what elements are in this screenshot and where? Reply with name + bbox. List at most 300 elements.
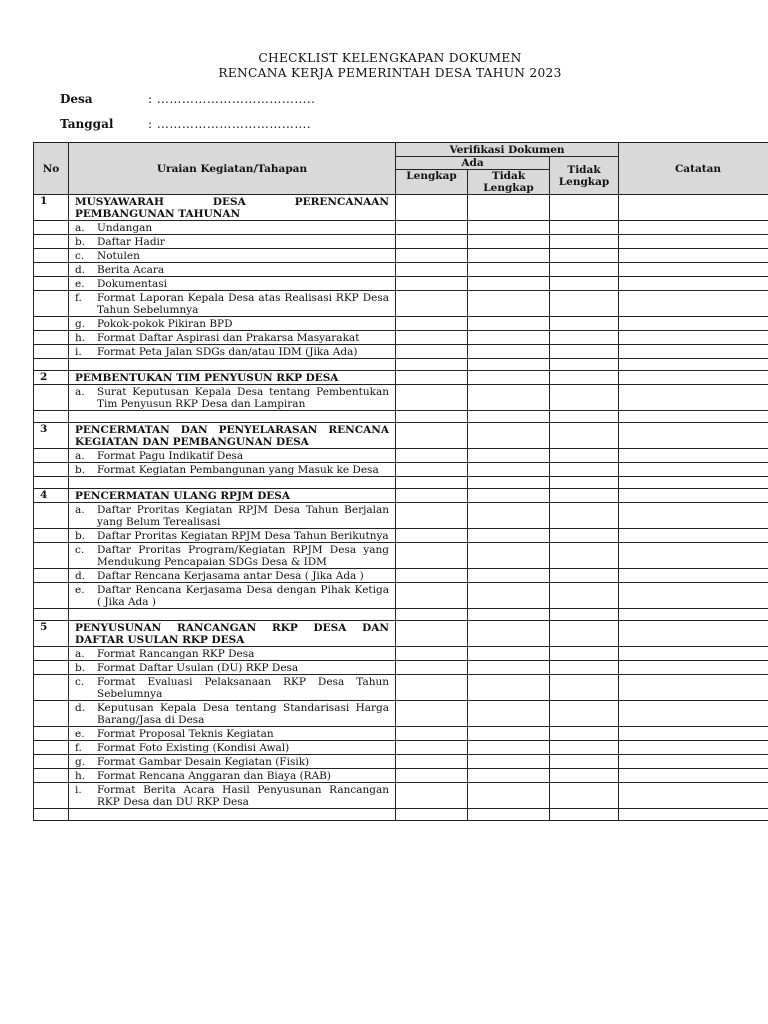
- item-lengkap-cell[interactable]: [396, 235, 468, 249]
- item-row: [34, 675, 768, 701]
- item-tidak-lengkap-col-cell[interactable]: [550, 661, 619, 675]
- item-text: Format Gambar Desain Kegiatan (Fisik): [97, 756, 310, 768]
- item-tidak-lengkap-col-cell[interactable]: [550, 277, 619, 291]
- item-no-cell: [34, 317, 69, 331]
- item-tidak-lengkap-col-cell[interactable]: [550, 647, 619, 661]
- item-catatan-cell[interactable]: [619, 543, 768, 569]
- spacer-catatan-cell[interactable]: [619, 477, 768, 489]
- tanggal-value[interactable]: : ……………………………….: [148, 117, 312, 131]
- item-no-cell: [34, 331, 69, 345]
- item-tidak-lengkap-cell[interactable]: [468, 291, 550, 317]
- item-tidak-lengkap-cell[interactable]: [468, 331, 550, 345]
- spacer-tidak-lengkap-col-cell[interactable]: [550, 809, 619, 821]
- item-catatan-cell[interactable]: [619, 345, 768, 359]
- item-letter: i.: [75, 784, 82, 796]
- item-tidak-lengkap-cell[interactable]: [468, 675, 550, 701]
- item-row: [34, 235, 768, 249]
- desa-field: [60, 92, 316, 106]
- item-tidak-lengkap-col-cell[interactable]: [550, 769, 619, 783]
- spacer-description-cell: [69, 359, 396, 371]
- item-row: [34, 331, 768, 345]
- section-tidak-lengkap-cell[interactable]: [468, 423, 550, 449]
- item-tidak-lengkap-col-cell[interactable]: [550, 345, 619, 359]
- spacer-no-cell: [34, 477, 69, 489]
- item-description: [69, 503, 396, 529]
- item-tidak-lengkap-cell[interactable]: [468, 345, 550, 359]
- item-no-cell: [34, 701, 69, 727]
- item-text: Format Proposal Teknis Kegiatan: [97, 728, 274, 740]
- item-description: [69, 769, 396, 783]
- item-description: [69, 741, 396, 755]
- item-row: [34, 661, 768, 675]
- item-row: [34, 345, 768, 359]
- item-row: [34, 529, 768, 543]
- spacer-description-cell: [69, 411, 396, 423]
- item-text: Daftar Proritas Kegiatan RPJM Desa Tahun Berjalan yang Belum Terealisasi: [97, 504, 389, 528]
- item-tidak-lengkap-col-cell[interactable]: [550, 263, 619, 277]
- item-row: [34, 317, 768, 331]
- section-catatan-cell[interactable]: [619, 423, 768, 449]
- item-lengkap-cell[interactable]: [396, 263, 468, 277]
- item-description: [69, 291, 396, 317]
- header-uraian: Uraian Kegiatan/Tahapan: [69, 143, 396, 195]
- item-catatan-cell[interactable]: [619, 503, 768, 529]
- spacer-description-cell: [69, 809, 396, 821]
- item-no-cell: [34, 647, 69, 661]
- item-text: Keputusan Kepala Desa tentang Standarisasi Harga Barang/Jasa di Desa: [97, 702, 389, 726]
- item-lengkap-cell[interactable]: [396, 277, 468, 291]
- checklist-table: [33, 142, 768, 821]
- item-lengkap-cell[interactable]: [396, 783, 468, 809]
- spacer-no-cell: [34, 411, 69, 423]
- item-lengkap-cell[interactable]: [396, 503, 468, 529]
- item-tidak-lengkap-cell[interactable]: [468, 235, 550, 249]
- item-letter: f.: [75, 292, 82, 304]
- spacer-row: [34, 477, 768, 489]
- item-no-cell: [34, 783, 69, 809]
- spacer-tidak-lengkap-col-cell[interactable]: [550, 609, 619, 621]
- item-description: [69, 331, 396, 345]
- item-row: [34, 701, 768, 727]
- item-catatan-cell[interactable]: [619, 675, 768, 701]
- item-description: [69, 385, 396, 411]
- item-no-cell: [34, 769, 69, 783]
- item-catatan-cell[interactable]: [619, 701, 768, 727]
- section-tidak-lengkap-cell[interactable]: [468, 489, 550, 503]
- item-tidak-lengkap-col-cell[interactable]: [550, 569, 619, 583]
- spacer-catatan-cell[interactable]: [619, 359, 768, 371]
- item-tidak-lengkap-cell[interactable]: [468, 661, 550, 675]
- item-lengkap-cell[interactable]: [396, 449, 468, 463]
- item-letter: a.: [75, 386, 85, 398]
- section-title: PENCERMATAN DAN PENYELARASAN RENCANA KEGIATAN DAN PEMBANGUNAN DESA: [69, 423, 396, 449]
- spacer-tidak-lengkap-col-cell[interactable]: [550, 411, 619, 423]
- section-lengkap-cell[interactable]: [396, 371, 468, 385]
- spacer-row: [34, 411, 768, 423]
- desa-value[interactable]: : ………………………………..: [148, 92, 316, 106]
- item-lengkap-cell[interactable]: [396, 345, 468, 359]
- item-tidak-lengkap-cell[interactable]: [468, 727, 550, 741]
- item-no-cell: [34, 661, 69, 675]
- item-lengkap-cell[interactable]: [396, 463, 468, 477]
- item-row: [34, 583, 768, 609]
- item-tidak-lengkap-cell[interactable]: [468, 529, 550, 543]
- section-catatan-cell[interactable]: [619, 489, 768, 503]
- spacer-description-cell: [69, 609, 396, 621]
- section-lengkap-cell[interactable]: [396, 489, 468, 503]
- item-row: [34, 503, 768, 529]
- item-lengkap-cell[interactable]: [396, 661, 468, 675]
- item-tidak-lengkap-cell[interactable]: [468, 741, 550, 755]
- item-lengkap-cell[interactable]: [396, 385, 468, 411]
- item-catatan-cell[interactable]: [619, 331, 768, 345]
- item-no-cell: [34, 675, 69, 701]
- section-tidak-lengkap-col-cell[interactable]: [550, 371, 619, 385]
- section-row: [34, 489, 768, 503]
- item-row: [34, 291, 768, 317]
- item-text: Daftar Proritas Program/Kegiatan RPJM Desa yang Mendukung Pencapaian SDGs Desa & IDM: [97, 544, 389, 568]
- item-text: Format Berita Acara Hasil Penyusunan Rancangan RKP Desa dan DU RKP Desa: [97, 784, 389, 808]
- item-row: [34, 569, 768, 583]
- spacer-catatan-cell[interactable]: [619, 809, 768, 821]
- item-tidak-lengkap-col-cell[interactable]: [550, 291, 619, 317]
- item-lengkap-cell[interactable]: [396, 249, 468, 263]
- item-text: Format Daftar Usulan (DU) RKP Desa: [97, 662, 299, 674]
- item-description: [69, 727, 396, 741]
- spacer-row: [34, 809, 768, 821]
- item-description: [69, 277, 396, 291]
- item-tidak-lengkap-cell[interactable]: [468, 701, 550, 727]
- item-no-cell: [34, 503, 69, 529]
- item-catatan-cell[interactable]: [619, 277, 768, 291]
- section-row: [34, 195, 768, 221]
- item-no-cell: [34, 385, 69, 411]
- section-tidak-lengkap-col-cell[interactable]: [550, 621, 619, 647]
- item-no-cell: [34, 583, 69, 609]
- item-row: [34, 755, 768, 769]
- item-letter: f.: [75, 742, 82, 754]
- item-catatan-cell[interactable]: [619, 291, 768, 317]
- item-lengkap-cell[interactable]: [396, 221, 468, 235]
- spacer-tidak-lengkap-cell[interactable]: [468, 477, 550, 489]
- section-title: PEMBENTUKAN TIM PENYUSUN RKP DESA: [69, 371, 396, 385]
- item-tidak-lengkap-cell[interactable]: [468, 249, 550, 263]
- item-description: [69, 583, 396, 609]
- item-tidak-lengkap-col-cell[interactable]: [550, 463, 619, 477]
- item-tidak-lengkap-cell[interactable]: [468, 503, 550, 529]
- item-text: Daftar Rencana Kerjasama antar Desa ( Jika Ada ): [97, 570, 364, 582]
- item-row: [34, 769, 768, 783]
- item-lengkap-cell[interactable]: [396, 727, 468, 741]
- item-letter: e.: [75, 584, 85, 596]
- section-tidak-lengkap-cell[interactable]: [468, 195, 550, 221]
- spacer-tidak-lengkap-col-cell[interactable]: [550, 477, 619, 489]
- item-no-cell: [34, 529, 69, 543]
- section-title: PENCERMATAN ULANG RPJM DESA: [69, 489, 396, 503]
- item-letter: a.: [75, 222, 85, 234]
- section-title: MUSYAWARAH DESA PERENCANAAN PEMBANGUNAN TAHUNAN: [69, 195, 396, 221]
- section-title: PENYUSUNAN RANCANGAN RKP DESA DAN DAFTAR USULAN RKP DESA: [69, 621, 396, 647]
- spacer-no-cell: [34, 609, 69, 621]
- item-row: [34, 463, 768, 477]
- item-tidak-lengkap-col-cell[interactable]: [550, 583, 619, 609]
- item-tidak-lengkap-cell[interactable]: [468, 277, 550, 291]
- header-ada: Ada: [396, 157, 550, 170]
- section-number: 4: [34, 489, 69, 503]
- item-tidak-lengkap-col-cell[interactable]: [550, 529, 619, 543]
- item-lengkap-cell[interactable]: [396, 741, 468, 755]
- item-text: Berita Acara: [97, 264, 165, 276]
- desa-label: Desa: [60, 92, 93, 106]
- section-catatan-cell[interactable]: [619, 371, 768, 385]
- item-row: [34, 741, 768, 755]
- item-catatan-cell[interactable]: [619, 661, 768, 675]
- item-catatan-cell[interactable]: [619, 249, 768, 263]
- section-lengkap-cell[interactable]: [396, 621, 468, 647]
- item-no-cell: [34, 263, 69, 277]
- item-tidak-lengkap-cell[interactable]: [468, 317, 550, 331]
- item-row: [34, 543, 768, 569]
- section-lengkap-cell[interactable]: [396, 423, 468, 449]
- item-letter: i.: [75, 346, 82, 358]
- spacer-description-cell: [69, 477, 396, 489]
- document-title-line1: CHECKLIST KELENGKAPAN DOKUMEN: [258, 51, 522, 65]
- item-no-cell: [34, 345, 69, 359]
- item-tidak-lengkap-cell[interactable]: [468, 543, 550, 569]
- item-text: Format Kegiatan Pembangunan yang Masuk ke Desa: [97, 464, 379, 476]
- item-text: Format Daftar Aspirasi dan Prakarsa Masyarakat: [97, 332, 360, 344]
- spacer-lengkap-cell[interactable]: [396, 359, 468, 371]
- item-lengkap-cell[interactable]: [396, 543, 468, 569]
- item-catatan-cell[interactable]: [619, 385, 768, 411]
- item-letter: d.: [75, 570, 86, 582]
- item-letter: d.: [75, 264, 86, 276]
- item-lengkap-cell[interactable]: [396, 583, 468, 609]
- item-tidak-lengkap-cell[interactable]: [468, 263, 550, 277]
- item-tidak-lengkap-col-cell[interactable]: [550, 221, 619, 235]
- item-letter: e.: [75, 728, 85, 740]
- item-letter: c.: [75, 676, 85, 688]
- item-tidak-lengkap-col-cell[interactable]: [550, 675, 619, 701]
- item-text: Format Rencana Anggaran dan Biaya (RAB): [97, 770, 331, 782]
- spacer-lengkap-cell[interactable]: [396, 477, 468, 489]
- section-tidak-lengkap-col-cell[interactable]: [550, 195, 619, 221]
- item-row: [34, 249, 768, 263]
- header-verifikasi: Verifikasi Dokumen: [396, 143, 619, 157]
- header-lengkap: Lengkap: [396, 170, 468, 195]
- item-text: Daftar Rencana Kerjasama Desa dengan Pihak Ketiga ( Jika Ada ): [97, 584, 389, 608]
- item-row: [34, 783, 768, 809]
- item-tidak-lengkap-col-cell[interactable]: [550, 385, 619, 411]
- item-catatan-cell[interactable]: [619, 529, 768, 543]
- item-letter: b.: [75, 236, 86, 248]
- item-description: [69, 569, 396, 583]
- section-row: [34, 621, 768, 647]
- section-tidak-lengkap-cell[interactable]: [468, 621, 550, 647]
- spacer-tidak-lengkap-cell[interactable]: [468, 609, 550, 621]
- section-number: 2: [34, 371, 69, 385]
- item-catatan-cell[interactable]: [619, 741, 768, 755]
- section-number: 5: [34, 621, 69, 647]
- item-catatan-cell[interactable]: [619, 235, 768, 249]
- item-tidak-lengkap-col-cell[interactable]: [550, 727, 619, 741]
- item-tidak-lengkap-col-cell[interactable]: [550, 701, 619, 727]
- section-tidak-lengkap-col-cell[interactable]: [550, 489, 619, 503]
- item-description: [69, 221, 396, 235]
- item-letter: c.: [75, 250, 85, 262]
- item-description: [69, 701, 396, 727]
- spacer-no-cell: [34, 359, 69, 371]
- item-catatan-cell[interactable]: [619, 755, 768, 769]
- item-description: [69, 449, 396, 463]
- item-tidak-lengkap-cell[interactable]: [468, 583, 550, 609]
- spacer-tidak-lengkap-cell[interactable]: [468, 359, 550, 371]
- item-description: [69, 345, 396, 359]
- item-description: [69, 263, 396, 277]
- item-lengkap-cell[interactable]: [396, 331, 468, 345]
- item-letter: a.: [75, 648, 85, 660]
- section-lengkap-cell[interactable]: [396, 195, 468, 221]
- item-tidak-lengkap-cell[interactable]: [468, 647, 550, 661]
- item-tidak-lengkap-cell[interactable]: [468, 463, 550, 477]
- item-tidak-lengkap-col-cell[interactable]: [550, 449, 619, 463]
- item-letter: c.: [75, 544, 85, 556]
- spacer-catatan-cell[interactable]: [619, 411, 768, 423]
- item-tidak-lengkap-cell[interactable]: [468, 449, 550, 463]
- item-letter: b.: [75, 464, 86, 476]
- spacer-row: [34, 609, 768, 621]
- item-lengkap-cell[interactable]: [396, 291, 468, 317]
- header-tidak-lengkap: Tidak Lengkap: [468, 170, 550, 195]
- item-row: [34, 449, 768, 463]
- item-lengkap-cell[interactable]: [396, 569, 468, 583]
- item-text: Notulen: [97, 250, 140, 262]
- item-tidak-lengkap-col-cell[interactable]: [550, 331, 619, 345]
- item-catatan-cell[interactable]: [619, 221, 768, 235]
- spacer-catatan-cell[interactable]: [619, 609, 768, 621]
- item-catatan-cell[interactable]: [619, 583, 768, 609]
- spacer-tidak-lengkap-cell[interactable]: [468, 411, 550, 423]
- section-tidak-lengkap-cell[interactable]: [468, 371, 550, 385]
- item-text: Format Foto Existing (Kondisi Awal): [97, 742, 290, 754]
- item-tidak-lengkap-col-cell[interactable]: [550, 317, 619, 331]
- item-tidak-lengkap-cell[interactable]: [468, 755, 550, 769]
- header-tidak-lengkap-col: Tidak Lengkap: [550, 157, 619, 195]
- item-description: [69, 661, 396, 675]
- item-lengkap-cell[interactable]: [396, 647, 468, 661]
- item-tidak-lengkap-col-cell[interactable]: [550, 543, 619, 569]
- item-row: [34, 647, 768, 661]
- item-tidak-lengkap-col-cell[interactable]: [550, 235, 619, 249]
- item-description: [69, 235, 396, 249]
- section-row: [34, 423, 768, 449]
- item-tidak-lengkap-col-cell[interactable]: [550, 783, 619, 809]
- item-tidak-lengkap-col-cell[interactable]: [550, 249, 619, 263]
- spacer-tidak-lengkap-cell[interactable]: [468, 809, 550, 821]
- item-catatan-cell[interactable]: [619, 463, 768, 477]
- item-tidak-lengkap-col-cell[interactable]: [550, 741, 619, 755]
- item-catatan-cell[interactable]: [619, 449, 768, 463]
- item-description: [69, 647, 396, 661]
- header-catatan: Catatan: [619, 143, 768, 195]
- item-catatan-cell[interactable]: [619, 769, 768, 783]
- section-tidak-lengkap-col-cell[interactable]: [550, 423, 619, 449]
- item-description: [69, 543, 396, 569]
- spacer-lengkap-cell[interactable]: [396, 809, 468, 821]
- item-catatan-cell[interactable]: [619, 783, 768, 809]
- item-description: [69, 317, 396, 331]
- item-lengkap-cell[interactable]: [396, 701, 468, 727]
- spacer-lengkap-cell[interactable]: [396, 609, 468, 621]
- section-catatan-cell[interactable]: [619, 621, 768, 647]
- item-no-cell: [34, 727, 69, 741]
- item-no-cell: [34, 291, 69, 317]
- item-description: [69, 463, 396, 477]
- spacer-tidak-lengkap-col-cell[interactable]: [550, 359, 619, 371]
- item-catatan-cell[interactable]: [619, 727, 768, 741]
- item-catatan-cell[interactable]: [619, 569, 768, 583]
- item-letter: e.: [75, 278, 85, 290]
- header-no: No: [34, 143, 69, 195]
- item-lengkap-cell[interactable]: [396, 755, 468, 769]
- item-no-cell: [34, 755, 69, 769]
- item-text: Format Evaluasi Pelaksanaan RKP Desa Tahun Sebelumnya: [97, 676, 389, 700]
- item-tidak-lengkap-cell[interactable]: [468, 569, 550, 583]
- item-description: [69, 675, 396, 701]
- item-text: Format Peta Jalan SDGs dan/atau IDM (Jika Ada): [97, 346, 358, 358]
- item-letter: b.: [75, 662, 86, 674]
- item-letter: g.: [75, 756, 86, 768]
- item-catatan-cell[interactable]: [619, 317, 768, 331]
- item-row: [34, 277, 768, 291]
- item-lengkap-cell[interactable]: [396, 529, 468, 543]
- item-letter: a.: [75, 450, 85, 462]
- item-row: [34, 385, 768, 411]
- item-description: [69, 249, 396, 263]
- item-description: [69, 529, 396, 543]
- item-letter: a.: [75, 504, 85, 516]
- section-catatan-cell[interactable]: [619, 195, 768, 221]
- tanggal-field: [60, 117, 311, 131]
- spacer-lengkap-cell[interactable]: [396, 411, 468, 423]
- item-text: Format Pagu Indikatif Desa: [97, 450, 244, 462]
- item-tidak-lengkap-cell[interactable]: [468, 221, 550, 235]
- item-no-cell: [34, 277, 69, 291]
- item-text: Format Rancangan RKP Desa: [97, 648, 255, 660]
- item-letter: g.: [75, 318, 86, 330]
- item-description: [69, 783, 396, 809]
- item-tidak-lengkap-col-cell[interactable]: [550, 503, 619, 529]
- item-no-cell: [34, 221, 69, 235]
- item-tidak-lengkap-col-cell[interactable]: [550, 755, 619, 769]
- item-tidak-lengkap-cell[interactable]: [468, 385, 550, 411]
- item-catatan-cell[interactable]: [619, 647, 768, 661]
- checklist-body: [34, 195, 768, 821]
- item-no-cell: [34, 741, 69, 755]
- item-lengkap-cell[interactable]: [396, 769, 468, 783]
- item-text: Format Laporan Kepala Desa atas Realisasi RKP Desa Tahun Sebelumnya: [97, 292, 389, 316]
- item-tidak-lengkap-cell[interactable]: [468, 783, 550, 809]
- item-text: Pokok-pokok Pikiran BPD: [97, 318, 233, 330]
- item-lengkap-cell[interactable]: [396, 675, 468, 701]
- item-catatan-cell[interactable]: [619, 263, 768, 277]
- item-text: Dokumentasi: [97, 278, 168, 290]
- item-lengkap-cell[interactable]: [396, 317, 468, 331]
- item-tidak-lengkap-cell[interactable]: [468, 769, 550, 783]
- item-letter: b.: [75, 530, 86, 542]
- item-description: [69, 755, 396, 769]
- item-text: Undangan: [97, 222, 153, 234]
